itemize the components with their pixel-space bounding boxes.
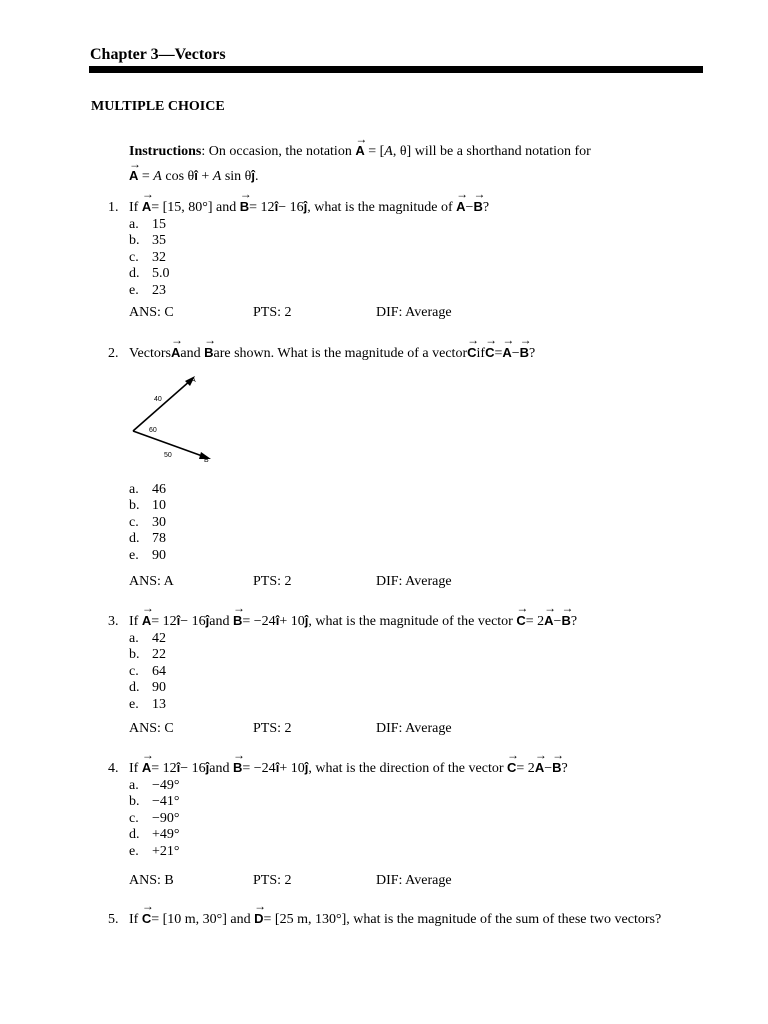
option-value: 22 xyxy=(152,647,166,663)
option-letter: d. xyxy=(129,680,140,696)
question-5 xyxy=(108,907,708,928)
option-b xyxy=(129,794,708,810)
vector-b: → B xyxy=(552,756,561,775)
option-value: −90° xyxy=(152,810,180,826)
equation-text: cos θ xyxy=(165,169,195,184)
difficulty: DIF: Average xyxy=(376,305,452,320)
vector-b: → B xyxy=(561,609,570,628)
option-a xyxy=(129,482,708,498)
label-a: A xyxy=(191,377,196,384)
vector-c: → C xyxy=(507,756,516,775)
vector-b: → B xyxy=(233,756,242,775)
option-c xyxy=(129,811,708,827)
equation-text: sin θ xyxy=(224,169,252,184)
option-c xyxy=(129,250,708,266)
question-1-text xyxy=(108,195,708,216)
option-b xyxy=(129,498,708,514)
unit-vector-i: î xyxy=(275,760,280,775)
vector-b: → B xyxy=(473,195,482,214)
question-1 xyxy=(108,195,708,299)
option-e xyxy=(129,283,708,299)
question-text: If xyxy=(129,614,139,629)
option-value: 5.0 xyxy=(152,266,170,282)
option-value: 78 xyxy=(152,531,166,547)
option-a xyxy=(129,778,708,794)
vector-d: → D xyxy=(254,907,263,926)
answer-key: ANS: A xyxy=(129,574,174,589)
vector-a: → A xyxy=(171,341,180,360)
option-value: 90 xyxy=(152,680,166,696)
unit-vector-j: ĵ xyxy=(303,199,308,214)
length-a-label: 40 xyxy=(154,396,162,403)
option-value: +49° xyxy=(152,827,180,843)
question-text: , what is the magnitude of the vector xyxy=(308,614,513,629)
question-text: , what is the magnitude of xyxy=(307,200,453,215)
question-text: = [25 m, 130°], what is the magnitude of the sum of these two vectors? xyxy=(263,912,662,927)
question-text: ? xyxy=(529,346,536,361)
unit-vector-i: î xyxy=(194,168,198,183)
option-b xyxy=(129,647,708,663)
question-text: = 12 xyxy=(151,761,177,776)
unit-vector-i: î xyxy=(176,760,181,775)
option-e xyxy=(129,697,708,713)
unit-vector-i: î xyxy=(275,613,280,628)
question-text: ? xyxy=(482,200,490,215)
vector-a: → A xyxy=(355,137,364,161)
question-text: − xyxy=(553,614,562,629)
vector-c: → C xyxy=(516,609,525,628)
question-number: 3. xyxy=(108,614,119,629)
question-text: − 16 xyxy=(180,761,206,776)
option-letter: a. xyxy=(129,778,139,793)
magnitude-a: A xyxy=(153,169,162,184)
angle-label: 60 xyxy=(149,427,157,434)
unit-vector-j: ĵ xyxy=(304,613,309,628)
option-letter: c. xyxy=(129,663,139,679)
option-value: 35 xyxy=(152,233,166,249)
option-c xyxy=(129,664,708,680)
options-list xyxy=(129,631,708,713)
difficulty: DIF: Average xyxy=(376,873,452,888)
option-d xyxy=(129,266,708,282)
option-letter: e. xyxy=(129,282,139,298)
option-letter: b. xyxy=(129,233,140,249)
question-2-options xyxy=(108,481,708,564)
vector-a: → A xyxy=(142,609,151,628)
option-e xyxy=(129,548,708,564)
question-text: If xyxy=(129,200,139,215)
question-text: = 12 xyxy=(249,200,275,215)
option-e xyxy=(129,844,708,860)
equation-text: + xyxy=(197,169,213,184)
options-list xyxy=(129,778,708,860)
instructions-label: Instructions xyxy=(129,144,202,159)
question-text: and xyxy=(180,346,201,361)
question-number: 1. xyxy=(108,200,119,215)
answer-key: ANS: C xyxy=(129,305,174,320)
question-text: If xyxy=(129,761,139,776)
question-2 xyxy=(108,341,708,362)
label-b: B xyxy=(204,457,209,464)
question-text: ? xyxy=(561,761,568,776)
instructions-text: = [ xyxy=(364,144,385,159)
instructions-line-1 xyxy=(129,137,591,162)
question-text: − xyxy=(465,200,474,215)
option-letter: d. xyxy=(129,531,140,547)
option-value: −49° xyxy=(152,778,180,793)
question-5-text xyxy=(108,907,708,928)
option-letter: a. xyxy=(129,631,139,646)
vector-c: → C xyxy=(467,341,476,360)
option-a xyxy=(129,631,708,647)
question-text: and xyxy=(209,761,230,776)
vector-a: → A xyxy=(544,609,553,628)
points: PTS: 2 xyxy=(253,305,292,320)
unit-vector-j: ĵ xyxy=(251,168,255,183)
question-text: ? xyxy=(570,614,578,629)
equation-text: = xyxy=(138,169,154,184)
question-text: Vectors xyxy=(129,346,171,361)
question-text: + 10 xyxy=(279,761,305,776)
vector-c: → C xyxy=(485,341,494,360)
unit-vector-j: ĵ xyxy=(205,760,210,775)
unit-vector-i: î xyxy=(176,613,181,628)
question-text: = −24 xyxy=(242,614,276,629)
option-letter: e. xyxy=(129,696,139,712)
question-text: and xyxy=(209,614,230,629)
question-text: = −24 xyxy=(242,761,276,776)
option-value: 46 xyxy=(152,482,166,497)
question-text: = 2 xyxy=(516,761,535,776)
option-value: +21° xyxy=(152,843,180,859)
vector-a: → A xyxy=(456,195,465,214)
vector-diagram xyxy=(125,370,225,470)
length-b-label: 50 xyxy=(164,452,172,459)
vector-b: → B xyxy=(233,609,242,628)
option-letter: d. xyxy=(129,827,140,843)
question-2-text xyxy=(108,341,708,362)
option-c xyxy=(129,515,708,531)
question-text: + 10 xyxy=(279,614,305,629)
option-letter: b. xyxy=(129,647,140,663)
points: PTS: 2 xyxy=(253,574,292,589)
question-text: If xyxy=(129,912,139,927)
instructions-line-2: → A = A cos θî + A sin θĵ. xyxy=(129,162,591,187)
answer-key: ANS: B xyxy=(129,873,174,888)
difficulty: DIF: Average xyxy=(376,574,452,589)
points: PTS: 2 xyxy=(253,873,292,888)
magnitude-a: A xyxy=(384,144,393,159)
option-letter: c. xyxy=(129,249,139,265)
option-value: 10 xyxy=(152,498,166,514)
question-text: − xyxy=(511,346,520,361)
instructions-text: , θ] will be a shorthand notation for xyxy=(392,144,591,159)
difficulty: DIF: Average xyxy=(376,721,452,736)
option-value: 15 xyxy=(152,217,166,232)
answer-key: ANS: C xyxy=(129,721,174,736)
question-3-text xyxy=(108,609,708,630)
option-letter: c. xyxy=(129,514,139,530)
unit-vector-i: î xyxy=(274,199,279,214)
option-value: 42 xyxy=(152,631,166,646)
option-letter: e. xyxy=(129,547,139,563)
option-d xyxy=(129,680,708,696)
question-text: − 16 xyxy=(180,614,206,629)
option-letter: d. xyxy=(129,266,140,282)
heading-rule xyxy=(89,66,703,73)
question-text: = 2 xyxy=(525,614,545,629)
vector-a: → A xyxy=(142,195,151,214)
vector-a: → A xyxy=(535,756,544,775)
vector-b: → B xyxy=(240,195,249,214)
question-4-text xyxy=(108,756,708,777)
option-value: 90 xyxy=(152,547,166,563)
unit-vector-j: ĵ xyxy=(205,613,210,628)
question-number: 2. xyxy=(108,346,119,361)
question-text: = xyxy=(494,346,503,361)
vector-a: → A xyxy=(129,162,138,186)
answer-row-3 xyxy=(129,721,529,739)
chapter-title: Chapter 3—Vectors xyxy=(90,46,226,63)
option-value: 23 xyxy=(152,282,166,298)
option-letter: b. xyxy=(129,794,140,810)
option-a xyxy=(129,217,708,233)
unit-vector-j: ĵ xyxy=(304,760,309,775)
section-title: MULTIPLE CHOICE xyxy=(91,99,225,114)
option-value: 64 xyxy=(152,663,166,679)
options-list xyxy=(129,482,708,564)
question-text: = [15, 80°] and xyxy=(151,200,237,215)
points: PTS: 2 xyxy=(253,721,292,736)
vector-c: → C xyxy=(142,907,151,926)
option-letter: a. xyxy=(129,217,139,232)
options-list xyxy=(129,217,708,299)
option-letter: a. xyxy=(129,482,139,497)
instructions xyxy=(129,137,591,187)
question-text: = [10 m, 30°] and xyxy=(151,912,251,927)
vector-a: → A xyxy=(502,341,511,360)
option-value: −41° xyxy=(152,794,180,810)
option-d xyxy=(129,531,708,547)
question-text: if xyxy=(476,346,486,361)
option-d xyxy=(129,827,708,843)
option-letter: e. xyxy=(129,843,139,859)
option-value: 30 xyxy=(152,514,166,530)
instructions-text: : On occasion, the notation xyxy=(201,144,356,159)
vector-b: → B xyxy=(204,341,213,360)
question-text: , what is the direction of the vector xyxy=(308,761,504,776)
answer-row-1 xyxy=(129,305,529,323)
question-3 xyxy=(108,609,708,713)
option-value: 13 xyxy=(152,696,166,712)
question-text: − xyxy=(544,761,553,776)
vector-a: → A xyxy=(142,756,151,775)
option-letter: b. xyxy=(129,498,140,514)
option-value: 32 xyxy=(152,249,166,265)
magnitude-a: A xyxy=(212,169,222,184)
option-letter: c. xyxy=(129,810,139,826)
question-text: − 16 xyxy=(278,200,304,215)
vector-a-line xyxy=(133,380,191,431)
question-number: 5. xyxy=(108,912,119,927)
question-4 xyxy=(108,756,708,860)
question-text: = 12 xyxy=(151,614,177,629)
question-number: 4. xyxy=(108,761,119,776)
question-text: are shown. What is the magnitude of a vector xyxy=(213,346,468,361)
option-b xyxy=(129,233,708,249)
answer-row-2 xyxy=(129,574,529,592)
vector-b: → B xyxy=(520,341,529,360)
answer-row-4 xyxy=(129,873,529,891)
